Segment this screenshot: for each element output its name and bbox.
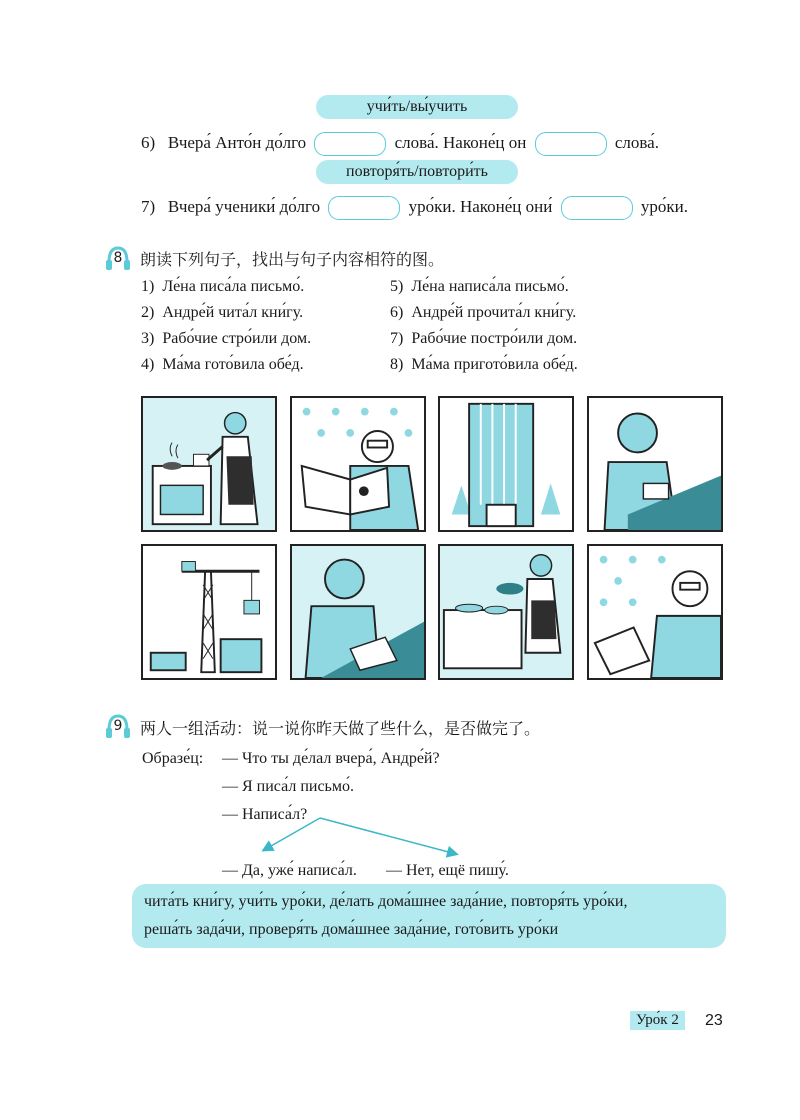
activities-line-2: реша́ть зада́чи, проверя́ть дома́шнее зада́ние, гото́вить уро́ки	[144, 921, 559, 938]
sentence-text: слова́. Наконе́ц он	[394, 133, 527, 152]
picture-6[interactable]	[290, 544, 426, 680]
picture-3[interactable]	[438, 396, 574, 532]
verb-pair-pill-2: повторя́ть/повтори́ть	[316, 160, 518, 184]
exercise-8-badge	[105, 244, 131, 272]
picture-grid	[141, 396, 723, 686]
list-item: 5) Ле́на написа́ла письмо́.	[390, 278, 569, 295]
exercise-9-instruction: 两人一组活动：说一说你昨天做了些什么，是否做完了。	[140, 719, 541, 738]
answer-yes: — Да, уже́ написа́л.	[222, 862, 357, 879]
picture-1[interactable]	[141, 396, 277, 532]
sentences-left-column	[141, 274, 381, 378]
finished-building-icon	[440, 398, 572, 530]
picture-4[interactable]	[587, 396, 723, 532]
arrow-right-icon	[320, 818, 456, 854]
writing-woman-icon	[292, 546, 424, 678]
sentence-number: 7)	[141, 197, 156, 216]
dialog-line-q1: — Что ты де́лал вчера́, Андре́й?	[222, 750, 440, 767]
exercise-8-instruction: 朗读下列句子，找出与句子内容相符的图。	[140, 250, 445, 269]
reading-man-icon	[292, 398, 424, 530]
cooking-woman-icon	[143, 398, 275, 530]
activities-box	[132, 884, 726, 948]
sentence-text: уро́ки.	[640, 197, 688, 216]
sentence-text: слова́.	[614, 133, 659, 152]
dialog-line-q2: — Написа́л?	[222, 806, 308, 823]
list-item: 4) Ма́ма гото́вила обе́д.	[141, 356, 304, 373]
list-item: 2) Андре́й чита́л кни́гу.	[141, 304, 304, 321]
man-closed-book-icon	[589, 546, 721, 678]
exercise-number: 9	[113, 718, 123, 734]
answer-no: — Нет, ещё пишу́.	[386, 862, 509, 879]
construction-crane-icon	[143, 546, 275, 678]
picture-5[interactable]	[141, 544, 277, 680]
activities-line-1: чита́ть кни́гу, учи́ть уро́ки, де́лать дома́шнее зада́ние, повторя́ть уро́ки,	[144, 893, 628, 910]
sentence-7	[141, 194, 688, 220]
woman-sealing-letter-icon	[589, 398, 721, 530]
answer-blank[interactable]	[328, 196, 400, 220]
list-item: 3) Рабо́чие стро́или дом.	[141, 330, 312, 347]
list-item: 7) Рабо́чие постро́или дом.	[390, 330, 578, 347]
list-item: 8) Ма́ма пригото́вила обе́д.	[390, 356, 578, 373]
exercise-9-badge	[105, 712, 131, 740]
sentence-text: Вчера́ Анто́н до́лго	[167, 133, 307, 152]
picture-8[interactable]	[587, 544, 723, 680]
list-item: 1) Ле́на писа́ла письмо́.	[141, 278, 305, 295]
answer-blank[interactable]	[561, 196, 633, 220]
sentence-text: Вчера́ ученики́ до́лго	[167, 197, 321, 216]
answer-blank[interactable]	[314, 132, 386, 156]
verb-pair-pill-1: учи́ть/вы́учить	[316, 95, 518, 119]
sentence-6	[141, 130, 659, 156]
answer-arrows	[250, 810, 470, 860]
arrow-left-icon	[264, 818, 320, 850]
list-item: 6) Андре́й прочита́л кни́гу.	[390, 304, 577, 321]
sample-label: Образе́ц:	[142, 750, 204, 767]
picture-7[interactable]	[438, 544, 574, 680]
sentence-number: 6)	[141, 133, 156, 152]
sentence-text: уро́ки. Наконе́ц они́	[408, 197, 553, 216]
dialog-line-a1: — Я писа́л письмо́.	[222, 778, 354, 795]
lesson-label: Уро́к 2	[630, 1011, 685, 1030]
served-dinner-icon	[440, 546, 572, 678]
exercise-number: 8	[113, 250, 123, 266]
page-number: 23	[705, 1012, 723, 1029]
picture-2[interactable]	[290, 396, 426, 532]
answer-blank[interactable]	[535, 132, 607, 156]
sentences-right-column	[390, 274, 650, 378]
